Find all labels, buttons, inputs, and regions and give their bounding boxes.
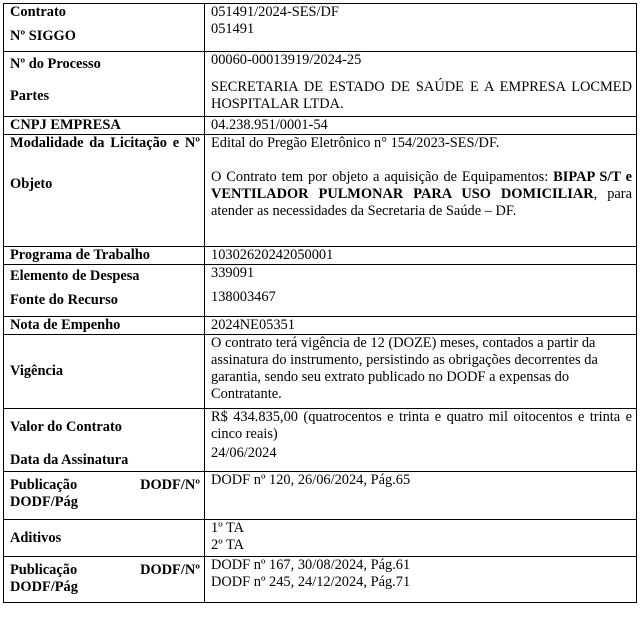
aditivos-label: Aditivos <box>4 520 205 557</box>
table-row <box>4 409 637 472</box>
publicacao1-label-c: DODF/Pág <box>10 494 78 510</box>
label-cell <box>4 135 205 247</box>
programa-label: Programa de Trabalho <box>4 247 205 265</box>
value-cell <box>205 265 637 317</box>
cnpj-label: CNPJ EMPRESA <box>4 117 205 135</box>
table-row <box>4 335 637 409</box>
objeto-text-post: , para atender as necessidades da Secretaria de Saúde – DF. <box>211 186 632 219</box>
publicacao2-label-a: Publicação <box>10 562 78 578</box>
objeto-value <box>211 169 632 220</box>
empenho-label: Nota de Empenho <box>4 317 205 335</box>
publicacao2-label-c: DODF/Pág <box>10 579 78 595</box>
table-row <box>4 317 637 335</box>
contrato-value: 051491/2024-SES/DF <box>211 4 339 20</box>
label-cell <box>4 265 205 317</box>
elemento-label: Elemento de Despesa <box>10 268 140 284</box>
vigencia-value: O contrato terá vigência de 12 (DOZE) meses, contados a partir da assinatura do instrumento, persistindo as obrigações decorrentes da garantia, sendo seu extrato publicado no DODF a expensas do Contratante. <box>205 335 637 409</box>
elemento-value: 339091 <box>211 265 255 281</box>
value-cell <box>205 409 637 472</box>
cnpj-value: 04.238.951/0001-54 <box>205 117 637 135</box>
assinatura-value: 24/06/2024 <box>211 445 277 461</box>
processo-label: Nº do Processo <box>10 56 101 72</box>
contrato-label: Contrato <box>10 4 66 20</box>
valor-label: Valor do Contrato <box>10 419 122 435</box>
table-row <box>4 520 637 557</box>
publicacao2-value-1: DODF nº 167, 30/08/2024, Pág.61 <box>211 557 411 573</box>
table-row <box>4 135 637 247</box>
fonte-value: 138003467 <box>211 289 276 305</box>
table-row <box>4 4 637 52</box>
objeto-text-pre: O Contrato tem por objeto a aquisição de Equipamentos: <box>211 169 554 185</box>
aditivo-1: 1º TA <box>211 520 245 536</box>
table-row <box>4 117 637 135</box>
label-cell <box>4 4 205 52</box>
publicacao1-label-b: DODF/Nº <box>140 477 200 493</box>
partes-value: SECRETARIA DE ESTADO DE SAÚDE E A EMPRESA LOCMED HOSPITALAR LTDA. <box>211 79 632 112</box>
modalidade-value: Edital do Pregão Eletrônico n° 154/2023-SES/DF. <box>211 135 500 151</box>
value-cell <box>205 52 637 117</box>
empenho-value: 2024NE05351 <box>205 317 637 335</box>
siggo-label: Nº SIGGO <box>10 28 76 44</box>
publicacao1-label-a: Publicação <box>10 477 78 493</box>
aditivo-2: 2º TA <box>211 537 245 553</box>
objeto-label: Objeto <box>10 176 53 192</box>
valor-value: R$ 434.835,00 (quatrocentos e trinta e quatro mil oitocentos e trinta e cinco reais) <box>211 409 632 442</box>
processo-value: 00060-00013919/2024-25 <box>211 52 362 68</box>
publicacao2-value-2: DODF nº 245, 24/12/2024, Pág.71 <box>211 574 411 590</box>
modalidade-label: Modalidade da Licitação e Nº <box>10 135 200 151</box>
assinatura-label: Data da Assinatura <box>10 452 129 468</box>
value-cell <box>205 557 637 603</box>
publicacao2-label-b: DODF/Nº <box>140 562 200 578</box>
table-row <box>4 472 637 520</box>
table-row <box>4 557 637 603</box>
value-cell <box>205 4 637 52</box>
objeto-text-mid: e <box>620 169 632 185</box>
label-cell <box>4 409 205 472</box>
label-cell <box>4 52 205 117</box>
objeto-item-ventilador: VENTILADOR PULMONAR PARA USO DOMICILIAR <box>211 186 594 202</box>
table-row <box>4 52 637 117</box>
fonte-label: Fonte do Recurso <box>10 292 118 308</box>
publicacao2-label-row <box>10 562 200 579</box>
publicacao1-label-row <box>10 477 200 494</box>
publicacao1-value: DODF nº 120, 26/06/2024, Pág.65 <box>205 472 637 520</box>
value-cell <box>205 135 637 247</box>
contract-summary-table <box>3 3 637 603</box>
siggo-value: 051491 <box>211 21 255 37</box>
programa-value: 10302620242050001 <box>205 247 637 265</box>
label-cell <box>4 557 205 603</box>
vigencia-label: Vigência <box>4 335 205 409</box>
table-row <box>4 247 637 265</box>
partes-label: Partes <box>10 88 50 104</box>
objeto-item-bipap: BIPAP S/T <box>553 169 621 185</box>
table-row <box>4 265 637 317</box>
label-cell <box>4 472 205 520</box>
value-cell <box>205 520 637 557</box>
